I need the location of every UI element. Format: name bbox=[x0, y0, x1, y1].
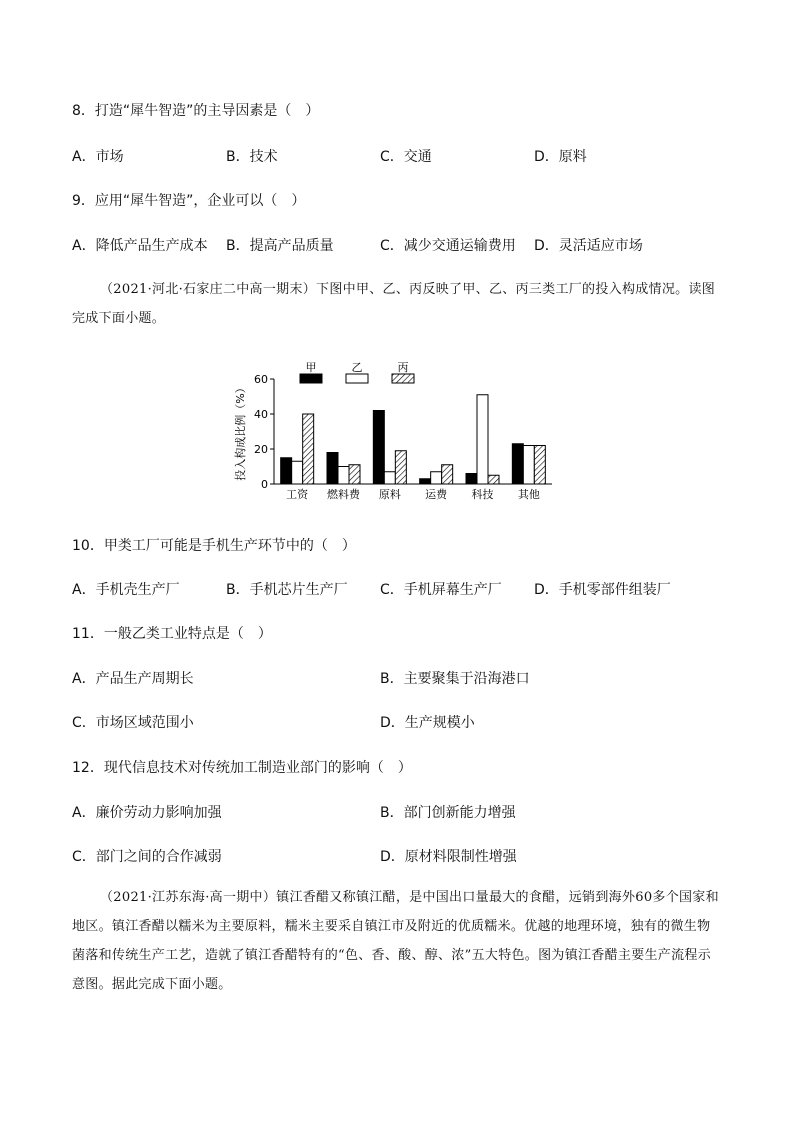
q8-option-a[interactable]: A．市场 bbox=[72, 149, 124, 165]
bar-乙-其他 bbox=[523, 446, 534, 485]
intro-1-text: （2021·河北·石家庄二中高一期末）下图中甲、乙、丙反映了甲、乙、丙三类工厂的投入构成情况。读图完成下面小题。 bbox=[72, 282, 716, 326]
y-tick-label: 40 bbox=[254, 408, 268, 421]
q9-option-c[interactable]: C．减少交通运输费用 bbox=[380, 238, 516, 254]
question-10-stem: 10．甲类工厂可能是手机生产环节中的（ ） bbox=[72, 538, 356, 554]
bar-乙-运费 bbox=[431, 472, 442, 484]
bar-乙-工资 bbox=[292, 461, 303, 484]
intro-paragraph-2 bbox=[72, 883, 722, 999]
x-tick-label: 工资 bbox=[286, 488, 309, 501]
bar-甲-原料 bbox=[373, 411, 384, 485]
bar-甲-燃料费 bbox=[327, 453, 338, 485]
bar-乙-燃料费 bbox=[338, 467, 349, 485]
bar-丙-工资 bbox=[303, 414, 314, 484]
y-tick-label: 20 bbox=[254, 443, 268, 456]
bar-丙-其他 bbox=[534, 446, 545, 485]
bar-乙-科技 bbox=[477, 395, 488, 484]
bar-丙-原料 bbox=[395, 451, 406, 484]
bar-甲-其他 bbox=[512, 444, 523, 484]
x-tick-label: 原料 bbox=[378, 488, 401, 501]
q11-option-d[interactable]: D．生产规模小 bbox=[380, 715, 475, 731]
legend-label: 甲 bbox=[305, 361, 317, 374]
q12-option-c[interactable]: C．部门之间的合作减弱 bbox=[72, 849, 222, 865]
question-9-stem: 9．应用“犀牛智造”，企业可以（ ） bbox=[72, 193, 306, 209]
q8-option-b[interactable]: B．技术 bbox=[226, 149, 278, 165]
q8-option-c[interactable]: C．交通 bbox=[380, 149, 432, 165]
legend-swatch-乙 bbox=[346, 374, 368, 383]
q11-option-c[interactable]: C．市场区域范围小 bbox=[72, 715, 194, 731]
bar-甲-运费 bbox=[420, 479, 431, 484]
bar-甲-科技 bbox=[466, 474, 477, 485]
intro-paragraph-1 bbox=[72, 275, 722, 333]
intro-2-text: （2021·江苏东海·高一期中）镇江香醋又称镇江醋，是中国出口量最大的食醋，远销到海外60多个国家和地区。镇江香醋以糯米为主要原料，糯米主要采自镇江市及附近的优质糯米。优越的地理环境，独有的微生物菌落和传统生产工艺，造就了镇江香醋特有的“色、香、酸、醇、浓”五大特色。图为镇江香醋主要生产流程示意图。据此完成下面小题。 bbox=[72, 890, 719, 992]
q12-option-b[interactable]: B．部门创新能力增强 bbox=[380, 805, 516, 821]
q8-option-d[interactable]: D．原料 bbox=[534, 149, 587, 165]
question-8-stem: 8．打造“犀牛智造”的主导因素是（ ） bbox=[72, 103, 320, 119]
q10-option-a[interactable]: A．手机壳生产厂 bbox=[72, 582, 180, 598]
question-11-stem: 11．一般乙类工业特点是（ ） bbox=[72, 626, 272, 642]
q10-option-b[interactable]: B．手机芯片生产厂 bbox=[226, 582, 348, 598]
q10-option-c[interactable]: C．手机屏幕生产厂 bbox=[380, 582, 502, 598]
x-tick-label: 其他 bbox=[517, 488, 540, 501]
legend-label: 丙 bbox=[397, 361, 409, 374]
investment-structure-chart bbox=[232, 360, 572, 510]
y-tick-label: 60 bbox=[254, 373, 268, 386]
x-tick-label: 运费 bbox=[425, 488, 448, 501]
q9-option-a[interactable]: A．降低产品生产成本 bbox=[72, 238, 208, 254]
y-tick-label: 0 bbox=[261, 478, 268, 491]
bar-甲-工资 bbox=[281, 458, 292, 484]
q12-option-d[interactable]: D．原材料限制性增强 bbox=[380, 849, 517, 865]
bar-乙-原料 bbox=[384, 472, 395, 484]
legend-swatch-丙 bbox=[392, 374, 414, 383]
bar-丙-燃料费 bbox=[349, 465, 360, 484]
bar-丙-运费 bbox=[442, 465, 453, 484]
q12-option-a[interactable]: A．廉价劳动力影响加强 bbox=[72, 805, 222, 821]
x-tick-label: 科技 bbox=[471, 488, 494, 501]
question-12-stem: 12．现代信息技术对传统加工制造业部门的影响（ ） bbox=[72, 760, 412, 776]
x-tick-label: 燃料费 bbox=[327, 488, 360, 501]
bar-丙-科技 bbox=[488, 475, 499, 484]
legend-label: 乙 bbox=[351, 361, 363, 374]
q11-option-a[interactable]: A．产品生产周期长 bbox=[72, 671, 194, 687]
legend-swatch-甲 bbox=[300, 374, 322, 383]
q10-option-d[interactable]: D．手机零部件组装厂 bbox=[534, 582, 671, 598]
q9-option-b[interactable]: B．提高产品质量 bbox=[226, 238, 334, 254]
y-axis-label: 投入构成比例（%） bbox=[234, 382, 247, 481]
q11-option-b[interactable]: B．主要聚集于沿海港口 bbox=[380, 671, 530, 687]
q9-option-d[interactable]: D．灵活适应市场 bbox=[534, 238, 643, 254]
